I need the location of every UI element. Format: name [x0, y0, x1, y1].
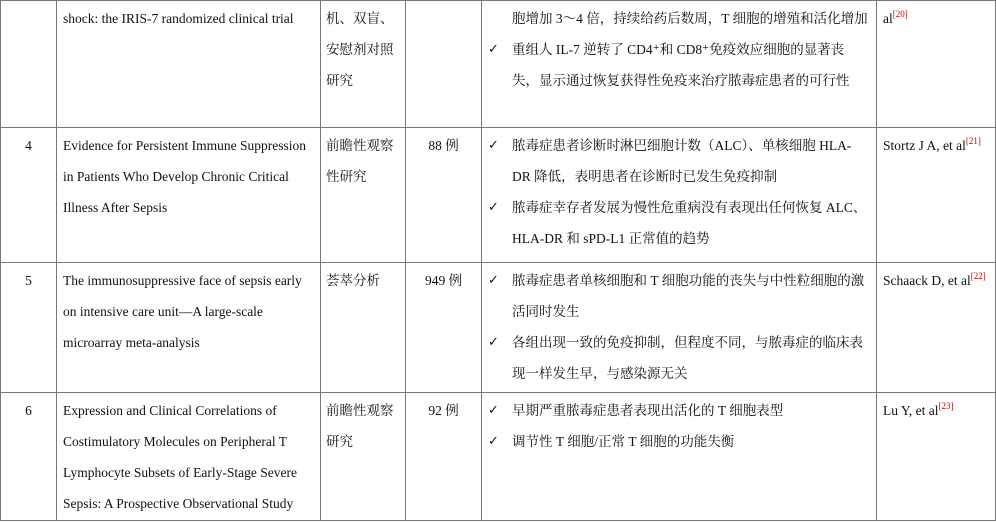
- author-text: al: [883, 11, 893, 26]
- finding-text: 重组人 IL-7 逆转了 CD4⁺和 CD8⁺免疫效应细胞的显著丧失，显示通过恢复获得性免疫来治疗脓毒症患者的可行性: [512, 42, 850, 88]
- findings-cell: [482, 1, 877, 128]
- author-cell: [877, 1, 996, 128]
- finding-text: 脓毒症患者诊断时淋巴细胞计数（ALC）、单核细胞 HLA-DR 降低，表明患者在诊断时已发生免疫抑制: [512, 138, 852, 184]
- table-row: [1, 128, 996, 263]
- sample-size: 949 例: [406, 263, 482, 393]
- findings-continuation: 胞增加 3～4 倍，持续给药后数周，T 细胞的增殖和活化增加: [512, 11, 868, 26]
- study-title: Expression and Clinical Correlations of Costimulatory Molecules on Peripheral T Lymphocyte Subsets of Early-Stage Severe Sepsis: A Prospective Observational Study: [57, 393, 321, 521]
- finding-item: [488, 130, 870, 192]
- sample-size: 92 例: [406, 393, 482, 521]
- checkmark-icon: ✓: [488, 42, 499, 57]
- finding-text: 早期严重脓毒症患者表现出活化的 T 细胞表型: [512, 403, 784, 418]
- author-cell: [877, 128, 996, 263]
- table-row: [1, 263, 996, 393]
- finding-item: [488, 327, 870, 389]
- checkmark-icon: ✓: [488, 273, 499, 288]
- findings-cell: [482, 128, 877, 263]
- findings-cell: [482, 263, 877, 393]
- checkmark-icon: ✓: [488, 138, 499, 153]
- finding-item: [488, 34, 870, 96]
- row-number: 6: [1, 393, 57, 521]
- author-cell: [877, 393, 996, 521]
- author-text: Stortz J A, et al: [883, 138, 966, 153]
- checkmark-icon: ✓: [488, 434, 499, 449]
- checkmark-icon: ✓: [488, 200, 499, 215]
- author-cell: [877, 263, 996, 393]
- table-row: [1, 1, 996, 128]
- study-title-text: shock: the IRIS-7 randomized clinical trial: [63, 11, 294, 26]
- row-number: 5: [1, 263, 57, 393]
- finding-text: 脓毒症患者单核细胞和 T 细胞功能的丧失与中性粒细胞的激活同时发生: [512, 273, 865, 319]
- finding-text: 各组出现一致的免疫抑制，但程度不同，与脓毒症的临床表现一样发生早，与感染源无关: [512, 335, 863, 381]
- sample-size: [406, 1, 482, 128]
- author-text: Lu Y, et al: [883, 403, 939, 418]
- study-design: 机、双盲、安慰剂对照研究: [321, 1, 406, 128]
- row-number: 4: [1, 128, 57, 263]
- reference-number: [23]: [938, 400, 954, 411]
- finding-item: [488, 265, 870, 327]
- row-number: [1, 1, 57, 128]
- checkmark-icon: ✓: [488, 403, 499, 418]
- finding-text: 脓毒症幸存者发展为慢性危重病没有表现出任何恢复 ALC、HLA-DR 和 sPD-L1 正常值的趋势: [512, 200, 867, 246]
- finding-item: [488, 426, 870, 457]
- finding-item: [488, 192, 870, 254]
- study-title: [57, 1, 321, 128]
- table-row: [1, 393, 996, 521]
- finding-text: 调节性 T 细胞/正常 T 细胞的功能失衡: [512, 434, 735, 449]
- finding-item: [488, 395, 870, 426]
- sample-size: 88 例: [406, 128, 482, 263]
- study-design: 荟萃分析: [321, 263, 406, 393]
- reference-number: [20]: [892, 8, 908, 19]
- author-text: Schaack D, et al: [883, 273, 971, 288]
- reference-number: [22]: [970, 270, 986, 281]
- study-title: Evidence for Persistent Immune Suppression in Patients Who Develop Chronic Critical Illness After Sepsis: [57, 128, 321, 263]
- reference-number: [21]: [965, 135, 981, 146]
- study-design: 前瞻性观察研究: [321, 393, 406, 521]
- checkmark-icon: ✓: [488, 335, 499, 350]
- findings-cell: [482, 393, 877, 521]
- study-design: 前瞻性观察性研究: [321, 128, 406, 263]
- study-title: The immunosuppressive face of sepsis early on intensive care unit—A large-scale microarray meta-analysis: [57, 263, 321, 393]
